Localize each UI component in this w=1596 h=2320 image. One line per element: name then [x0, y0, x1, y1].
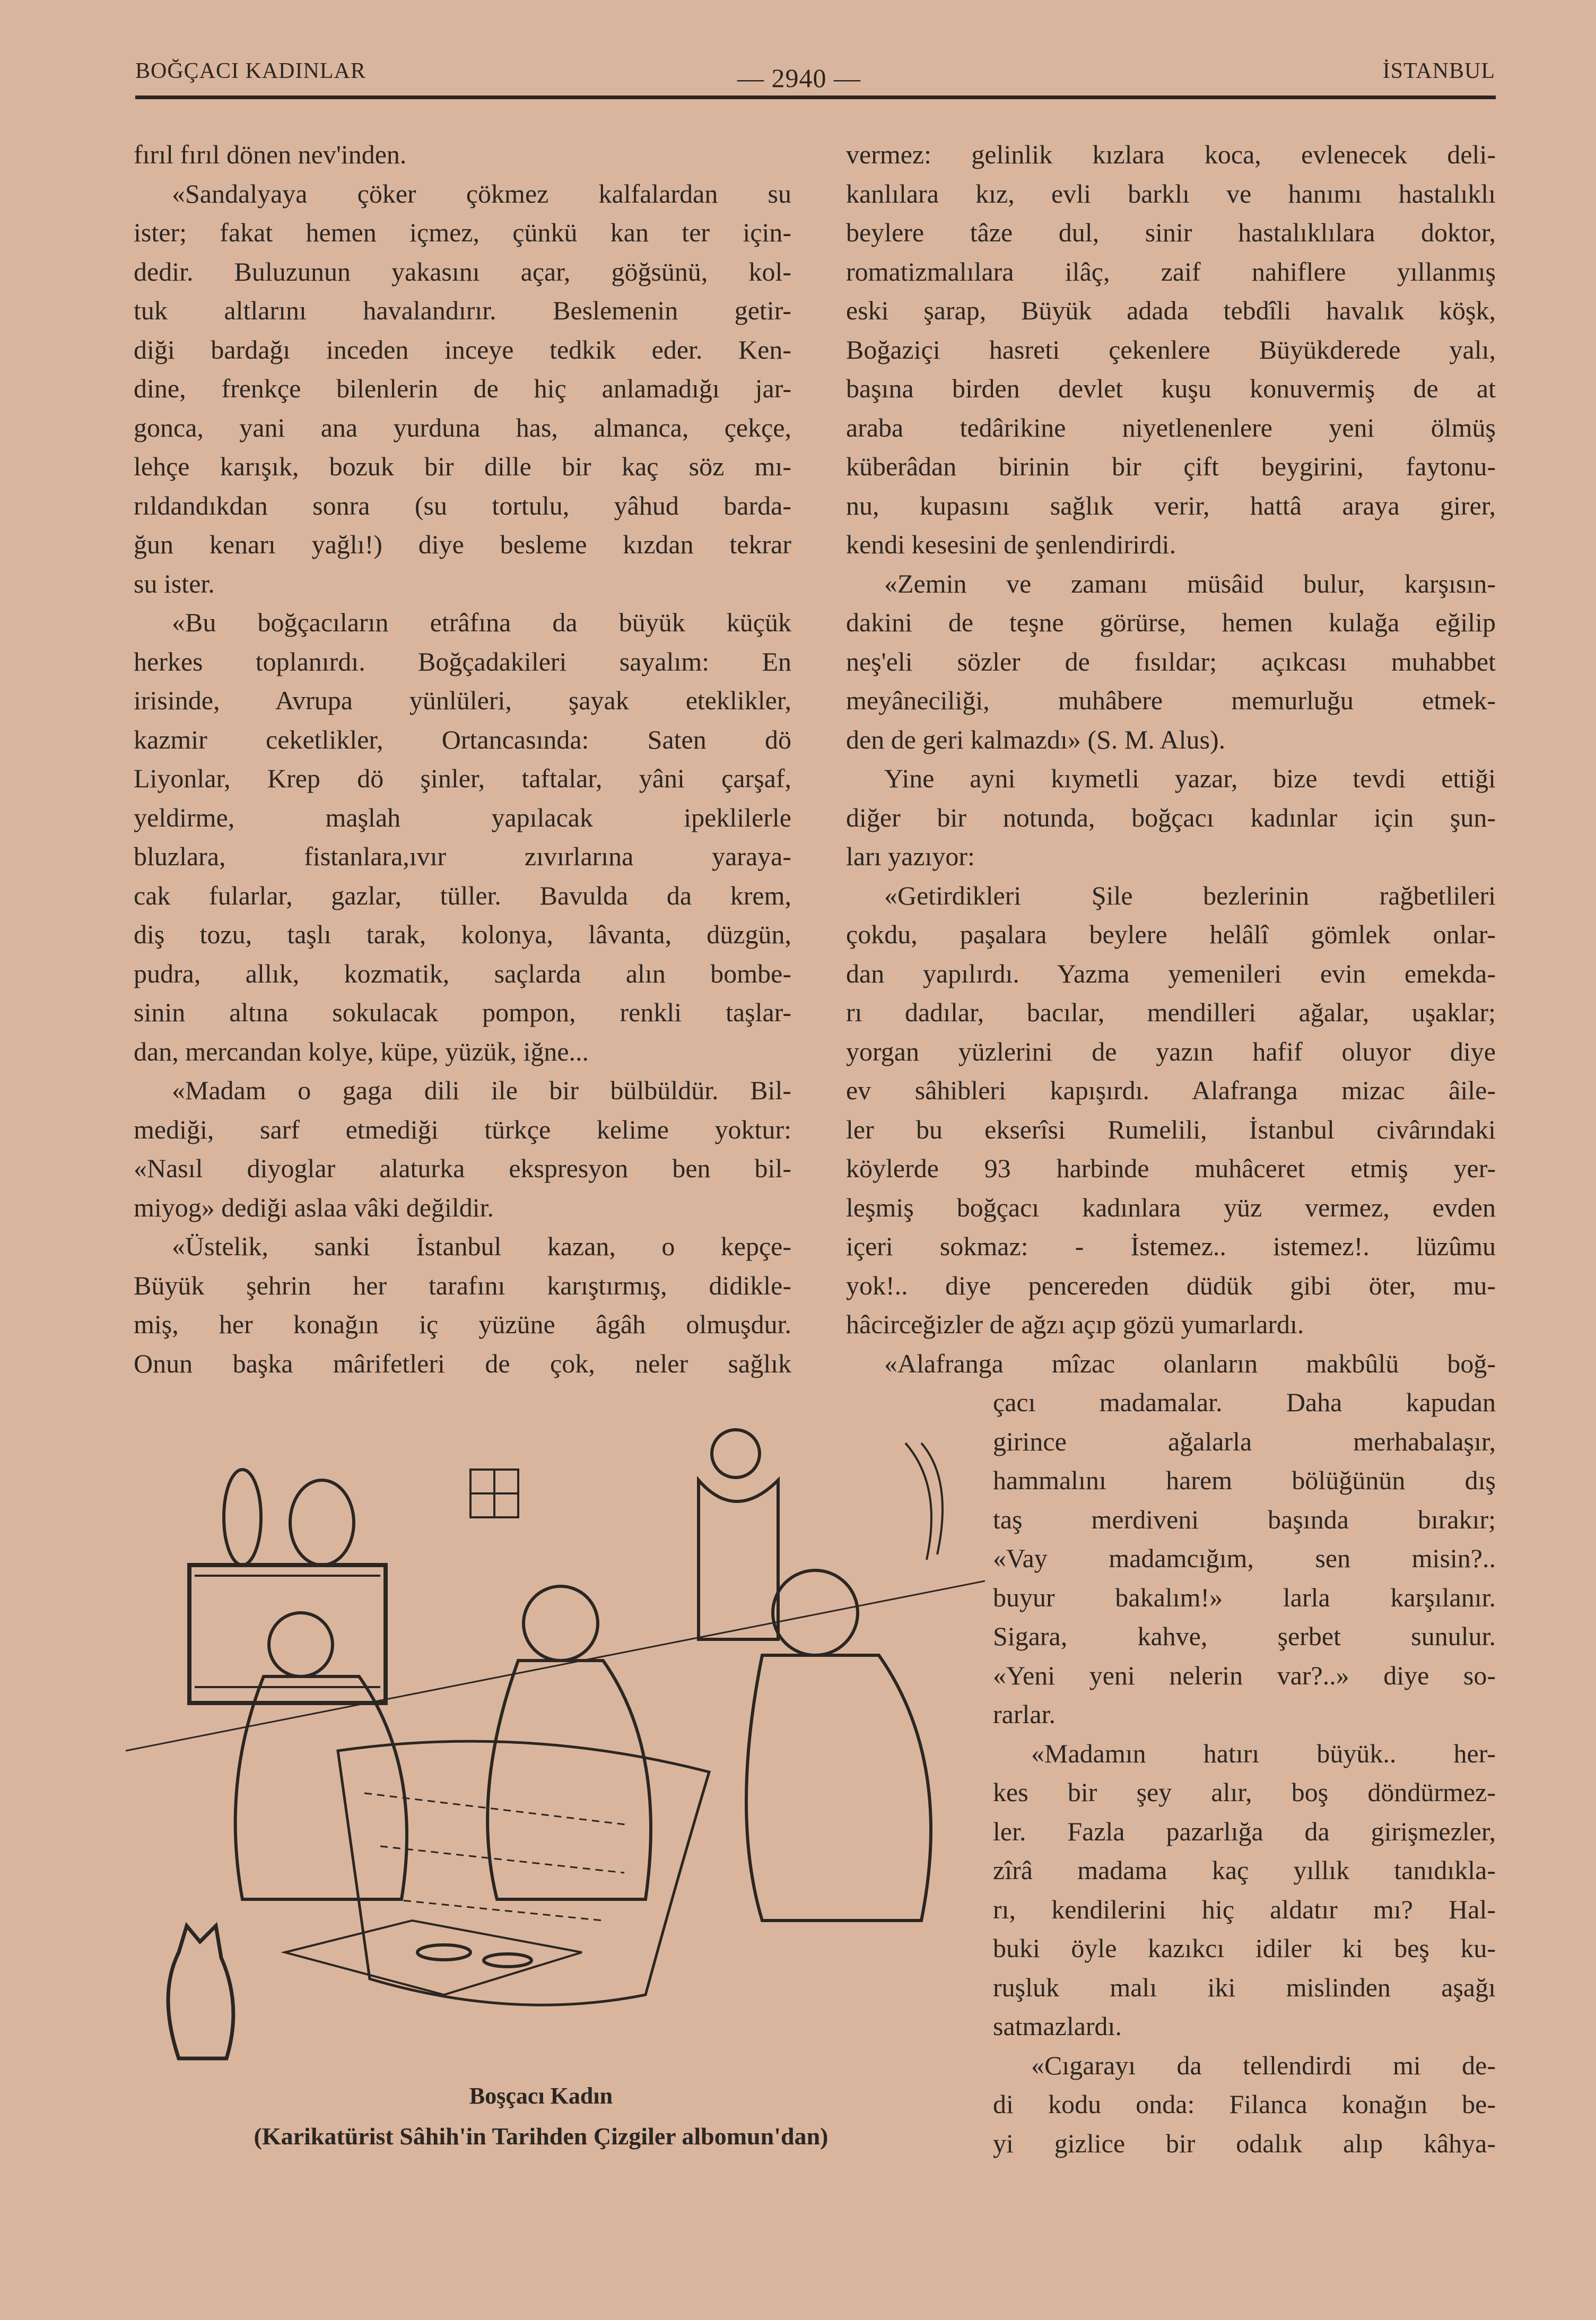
text-line: çokdu, paşalara beylere helâlî gömlek onlar-: [846, 919, 1496, 949]
text-line: neş'eli sözler de fısıldar; açıkcası muhabbet: [846, 646, 1496, 676]
figure-caption-title: Boşçacı Kadın: [469, 2083, 613, 2109]
text-line: nu, kupasını sağlık verir, hattâ araya girer,: [846, 490, 1496, 520]
text-line: «Madamın hatırı büyük.. her-: [1031, 1738, 1496, 1768]
text-line: gonca, yani ana yurduna has, almanca, çekçe,: [134, 412, 791, 442]
text-line: tuk altlarını havalandırır. Beslemenin getir-: [134, 296, 791, 325]
text-line: «Vay madamcığım, sen misin?..: [993, 1543, 1496, 1573]
text-line: çacı madamalar. Daha kapudan: [993, 1387, 1496, 1417]
text-line: su ister.: [134, 568, 215, 598]
text-line: Büyük şehrin her tarafını karıştırmış, didikle-: [134, 1270, 791, 1300]
text-line: bluzlara, fistanlara,ıvır zıvırlarına yaraya-: [134, 841, 791, 871]
text-line: dine, frenkçe bilenlerin de hiç anlamadığı jar-: [134, 373, 791, 403]
text-line: ev sâhibleri kapışırdı. Alafranga mizac âile-: [846, 1075, 1496, 1105]
text-line: içeri sokmaz: - İstemez.. istemez!. lüzûmu: [846, 1231, 1496, 1261]
text-line: rı dadılar, bacılar, mendilleri ağalar, uşaklar;: [846, 997, 1496, 1027]
text-line: ister; fakat hemen içmez, çünkü kan ter için-: [134, 218, 791, 247]
text-line: «Zemin ve zamanı müsâid bulur, karşısın-: [884, 568, 1496, 598]
running-header-left: BOĞÇACI KADINLAR: [135, 59, 366, 83]
text-line: küberâdan birinin bir çift beygirini, faytonu-: [846, 451, 1496, 481]
text-line: dedir. Buluzunun yakasını açar, göğsünü, kol-: [134, 256, 791, 286]
text-line: hâcirceğizler de ağzı açıp gözü yumarlardı.: [846, 1309, 1304, 1339]
text-line: yi gizlice bir odalık alıp kâhya-: [993, 2128, 1496, 2158]
text-line: kendi kesesini de şenlendirirdi.: [846, 529, 1176, 559]
text-line: taş merdiveni başında bırakır;: [993, 1504, 1496, 1534]
text-line: romatizmalılara ilâç, zaif nahiflere yıllanmış: [846, 256, 1496, 286]
text-line: mediği, sarf etmediği türkçe kelime yoktur:: [134, 1114, 791, 1144]
text-line: sinin altına sokulacak pompon, renkli taşlar-: [134, 997, 791, 1027]
text-line: «Alafranga mîzac olanların makbûlü boğ-: [884, 1348, 1496, 1378]
text-line: herkes toplanırdı. Boğçadakileri sayalım: En: [134, 646, 791, 676]
text-line: pudra, allık, kozmatik, saçlarda alın bombe-: [134, 958, 791, 988]
text-line: ler. Fazla pazarlığa da girişmezler,: [993, 1816, 1496, 1846]
text-line: di kodu onda: Filanca konağın be-: [993, 2089, 1496, 2119]
text-line: vermez: gelinlik kızlara koca, evlenecek deli-: [846, 140, 1496, 169]
text-line: «Madam o gaga dili ile bir bülbüldür. Bil-: [172, 1075, 791, 1105]
text-line: «Sandalyaya çöker çökmez kalfalardan su: [172, 178, 791, 208]
text-line: eski şarap, Büyük adada tebdîli havalık köşk,: [846, 296, 1496, 325]
text-line: meyâneciliği, muhâbere memurluğu etmek-: [846, 685, 1496, 715]
text-line: kazmir ceketlikler, Ortancasında: Saten dö: [134, 724, 791, 754]
text-line: «Üstelik, sanki İstanbul kazan, o kepçe-: [172, 1231, 791, 1261]
text-line: ları yazıyor:: [846, 841, 975, 871]
text-line: miş, her konağın iç yüzüne âgâh olmuşdur.: [134, 1309, 791, 1339]
text-line: diği bardağı inceden inceye tedkik eder. Ken-: [134, 334, 791, 364]
text-line: «Getirdikleri Şile bezlerinin rağbetlileri: [884, 880, 1496, 910]
text-line: dan, mercandan kolye, küpe, yüzük, iğne...: [134, 1036, 589, 1066]
text-line: köylerde 93 harbinde muhâceret etmiş yer-: [846, 1153, 1496, 1183]
text-line: rarlar.: [993, 1699, 1056, 1729]
text-line: «Cıgarayı da tellendirdi mi de-: [1031, 2050, 1496, 2080]
text-line: dan yapılırdı. Yazma yemenileri evin emekda-: [846, 958, 1496, 988]
text-line: rı, kendilerini hiç aldatır mı? Hal-: [993, 1894, 1496, 1924]
text-line: başına birden devlet kuşu konuvermiş de at: [846, 373, 1496, 403]
text-line: buyur bakalım!» larla karşılanır.: [993, 1582, 1496, 1612]
text-line: «Nasıl diyoglar alaturka ekspresyon ben bil-: [134, 1153, 791, 1183]
text-line: kanlılara kız, evli barklı ve hanımı hastalıklı: [846, 178, 1496, 208]
text-line: zîrâ madama kaç yıllık tanıdıkla-: [993, 1855, 1496, 1885]
text-line: Yine ayni kıymetli yazar, bize tevdi ettiği: [884, 763, 1496, 793]
text-line: lehçe karışık, bozuk bir dille bir kaç söz mı-: [134, 451, 791, 481]
text-line: ler bu ekserîsi Rumelili, İstanbul civârındaki: [846, 1114, 1496, 1144]
page-number: — 2940 —: [737, 63, 861, 93]
text-line: miyog» dediği aslaa vâki değildir.: [134, 1192, 494, 1222]
text-line: leşmiş boğçacı kadınlara yüz vermez, evden: [846, 1192, 1496, 1222]
text-line: kes bir şey alır, boş döndürmez-: [993, 1777, 1496, 1807]
text-line: girince ağalarla merhabalaşır,: [993, 1426, 1496, 1456]
text-line: ruşluk malı iki mislinden aşağı: [993, 1972, 1496, 2002]
text-line: Liyonlar, Krep dö şinler, taftalar, yâni çarşaf,: [134, 763, 791, 793]
text-line: Onun başka mârifetleri de çok, neler sağlık: [134, 1348, 791, 1378]
text-line: den de geri kalmazdı» (S. M. Alus).: [846, 724, 1226, 754]
text-line: dakini de teşne görürse, hemen kulağa eğilip: [846, 607, 1496, 637]
text-line: diğer bir notunda, boğçacı kadınlar için şun-: [846, 802, 1496, 832]
text-line: Sigara, kahve, şerbet sunulur.: [993, 1621, 1496, 1651]
text-line: rıldandıkdan sonra (su tortulu, yâhud barda-: [134, 490, 791, 520]
text-line: yeldirme, maşlah yapılacak ipeklilerle: [134, 802, 791, 832]
text-line: diş tozu, taşlı tarak, kolonya, lâvanta, düzgün,: [134, 919, 791, 949]
text-line: satmazlardı.: [993, 2011, 1122, 2041]
cartoon-illustration: [126, 1422, 985, 2064]
text-line: yok!.. diye pencereden düdük gibi öter, mu-: [846, 1270, 1496, 1300]
text-line: fırıl fırıl dönen nev'inden.: [134, 140, 407, 169]
text-line: cak fularlar, gazlar, tüller. Bavulda da krem,: [134, 880, 791, 910]
text-line: «Bu boğçacıların etrâfına da büyük küçük: [172, 607, 791, 637]
text-line: Boğaziçi hasreti çekenlere Büyükderede yalı,: [846, 334, 1496, 364]
text-line: araba tedârikine niyetlenenlere yeni ölmüş: [846, 412, 1496, 442]
text-line: beylere tâze dul, sinir hastalıklılara doktor,: [846, 218, 1496, 247]
text-line: hammalını harem bölüğünün dış: [993, 1465, 1496, 1495]
text-line: yorgan yüzlerini de yazın hafif oluyor diye: [846, 1036, 1496, 1066]
running-header-right: İSTANBUL: [1382, 59, 1495, 83]
text-line: irisinde, Avrupa yünlüleri, şayak eteklikler,: [134, 685, 791, 715]
text-line: ğun kenarı yağlı!) diye besleme kızdan tekrar: [134, 529, 791, 559]
header-rule: [135, 95, 1496, 99]
text-line: «Yeni yeni nelerin var?..» diye so-: [993, 1660, 1496, 1690]
text-line: buki öyle kazıkcı idiler ki beş ku-: [993, 1933, 1496, 1963]
figure-caption-credit: (Karikatürist Sâhih'in Tarihden Çizgiler albomun'dan): [254, 2123, 828, 2150]
